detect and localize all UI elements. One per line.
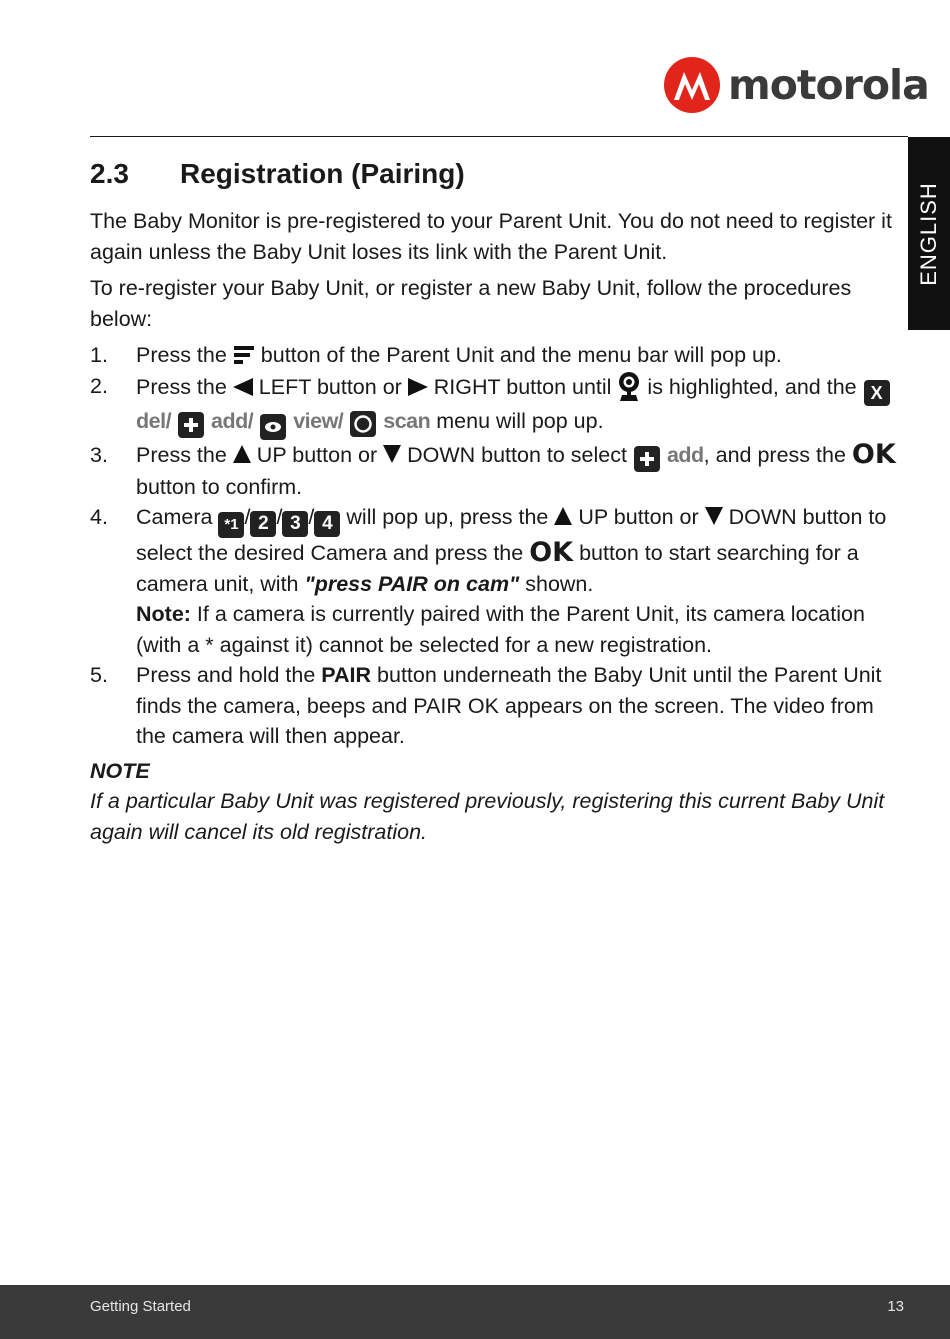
scan-icon bbox=[350, 411, 376, 437]
step-note-text: If a camera is currently paired with the Parent Unit, its camera location (with a * against it) cannot be selected for a new registration. bbox=[136, 602, 865, 657]
ok-button-symbol: OK bbox=[529, 537, 574, 569]
step-number: 2. bbox=[90, 373, 108, 398]
camera-4-badge: 4 bbox=[314, 511, 340, 537]
language-label: ENGLISH bbox=[916, 181, 941, 286]
step-number: 3. bbox=[90, 442, 108, 467]
step-1 bbox=[90, 340, 902, 371]
step-note-label: Note: bbox=[136, 602, 191, 627]
menu-del-label: del/ bbox=[136, 408, 172, 433]
step-text: LEFT button or bbox=[258, 374, 402, 399]
down-triangle-icon bbox=[705, 507, 723, 525]
motorola-logo bbox=[664, 56, 929, 114]
step-text: button of the Parent Unit and the menu bar will pop up. bbox=[260, 343, 782, 367]
page-content bbox=[90, 150, 902, 847]
section-number: 2.3 bbox=[90, 158, 129, 189]
pair-prompt-quote: "press PAIR on cam" bbox=[304, 571, 520, 596]
step-3 bbox=[90, 440, 902, 503]
step-text: button underneath the Baby Unit until the Parent Unit finds the camera, beeps and PAIR OK appears on the screen. The video from the camera will then appear. bbox=[136, 663, 882, 749]
section-title: Registration (Pairing) bbox=[180, 158, 465, 189]
down-triangle-icon bbox=[383, 445, 401, 463]
right-triangle-icon bbox=[408, 378, 428, 396]
menu-icon bbox=[233, 344, 255, 366]
step-text: UP button or bbox=[578, 505, 699, 530]
step-text: Press the bbox=[136, 442, 227, 467]
header-rule bbox=[90, 136, 908, 137]
note-heading: NOTE bbox=[90, 758, 150, 783]
camera-1-badge: *1 bbox=[218, 512, 244, 538]
step-text: UP button or bbox=[256, 442, 378, 467]
page-footer bbox=[0, 1285, 950, 1339]
camera-2-badge: 2 bbox=[250, 511, 276, 537]
step-text: shown. bbox=[525, 571, 594, 596]
note-text: If a particular Baby Unit was registered previously, registering this current Baby Unit again will cancel its old registration. bbox=[90, 789, 885, 844]
step-number: 4. bbox=[90, 505, 108, 530]
step-4 bbox=[90, 502, 902, 660]
motorola-batwing-icon bbox=[664, 57, 720, 113]
camera-3-badge: 3 bbox=[282, 511, 308, 537]
left-triangle-icon bbox=[233, 378, 253, 396]
add-icon bbox=[178, 412, 204, 438]
step-text: , and press the bbox=[703, 442, 846, 467]
view-icon bbox=[260, 414, 286, 440]
menu-scan-label: scan bbox=[383, 408, 431, 433]
step-text: button to confirm. bbox=[136, 474, 303, 499]
brand-wordmark: motorola bbox=[728, 61, 929, 109]
separator: / bbox=[308, 505, 315, 530]
step-text: menu will pop up. bbox=[436, 408, 604, 433]
step-text: Camera bbox=[136, 505, 213, 530]
step-text: button to start searching for a camera unit, with bbox=[136, 541, 859, 596]
page-number: 13 bbox=[887, 1298, 904, 1315]
language-tab bbox=[908, 137, 950, 330]
step-number: 5. bbox=[90, 663, 108, 688]
separator: / bbox=[276, 505, 283, 530]
camera-icon bbox=[617, 371, 641, 401]
step-text: Press the bbox=[136, 374, 227, 399]
menu-view-label: view/ bbox=[293, 408, 344, 433]
step-text: DOWN button to select the desired Camera and press the bbox=[136, 505, 887, 566]
menu-add-label: add bbox=[666, 442, 704, 467]
step-text: DOWN button to select bbox=[407, 442, 627, 467]
step-text: is highlighted, and the bbox=[647, 374, 857, 399]
menu-add-label: add/ bbox=[211, 408, 254, 433]
steps-list bbox=[90, 340, 902, 752]
intro-paragraph: The Baby Monitor is pre-registered to your Parent Unit. You do not need to register it again unless the Baby Unit loses its link with the Parent Unit. bbox=[90, 209, 892, 264]
step-text: Press the bbox=[136, 343, 227, 367]
delete-icon: X bbox=[864, 380, 890, 406]
ok-button-symbol: OK bbox=[851, 438, 896, 470]
step-number: 1. bbox=[90, 343, 108, 367]
separator: / bbox=[244, 505, 251, 530]
up-triangle-icon bbox=[554, 507, 572, 525]
step-text: Press and hold the bbox=[136, 663, 316, 688]
footer-section: Getting Started bbox=[90, 1298, 191, 1315]
add-icon bbox=[634, 446, 660, 472]
step-2 bbox=[90, 371, 902, 440]
up-triangle-icon bbox=[233, 445, 251, 463]
step-5 bbox=[90, 660, 902, 752]
step-text: RIGHT button until bbox=[433, 374, 612, 399]
section-heading bbox=[90, 150, 902, 198]
pair-label: PAIR bbox=[321, 663, 372, 688]
procedure-intro: To re-register your Baby Unit, or register a new Baby Unit, follow the procedures below: bbox=[90, 276, 852, 331]
step-text: will pop up, press the bbox=[346, 505, 549, 530]
